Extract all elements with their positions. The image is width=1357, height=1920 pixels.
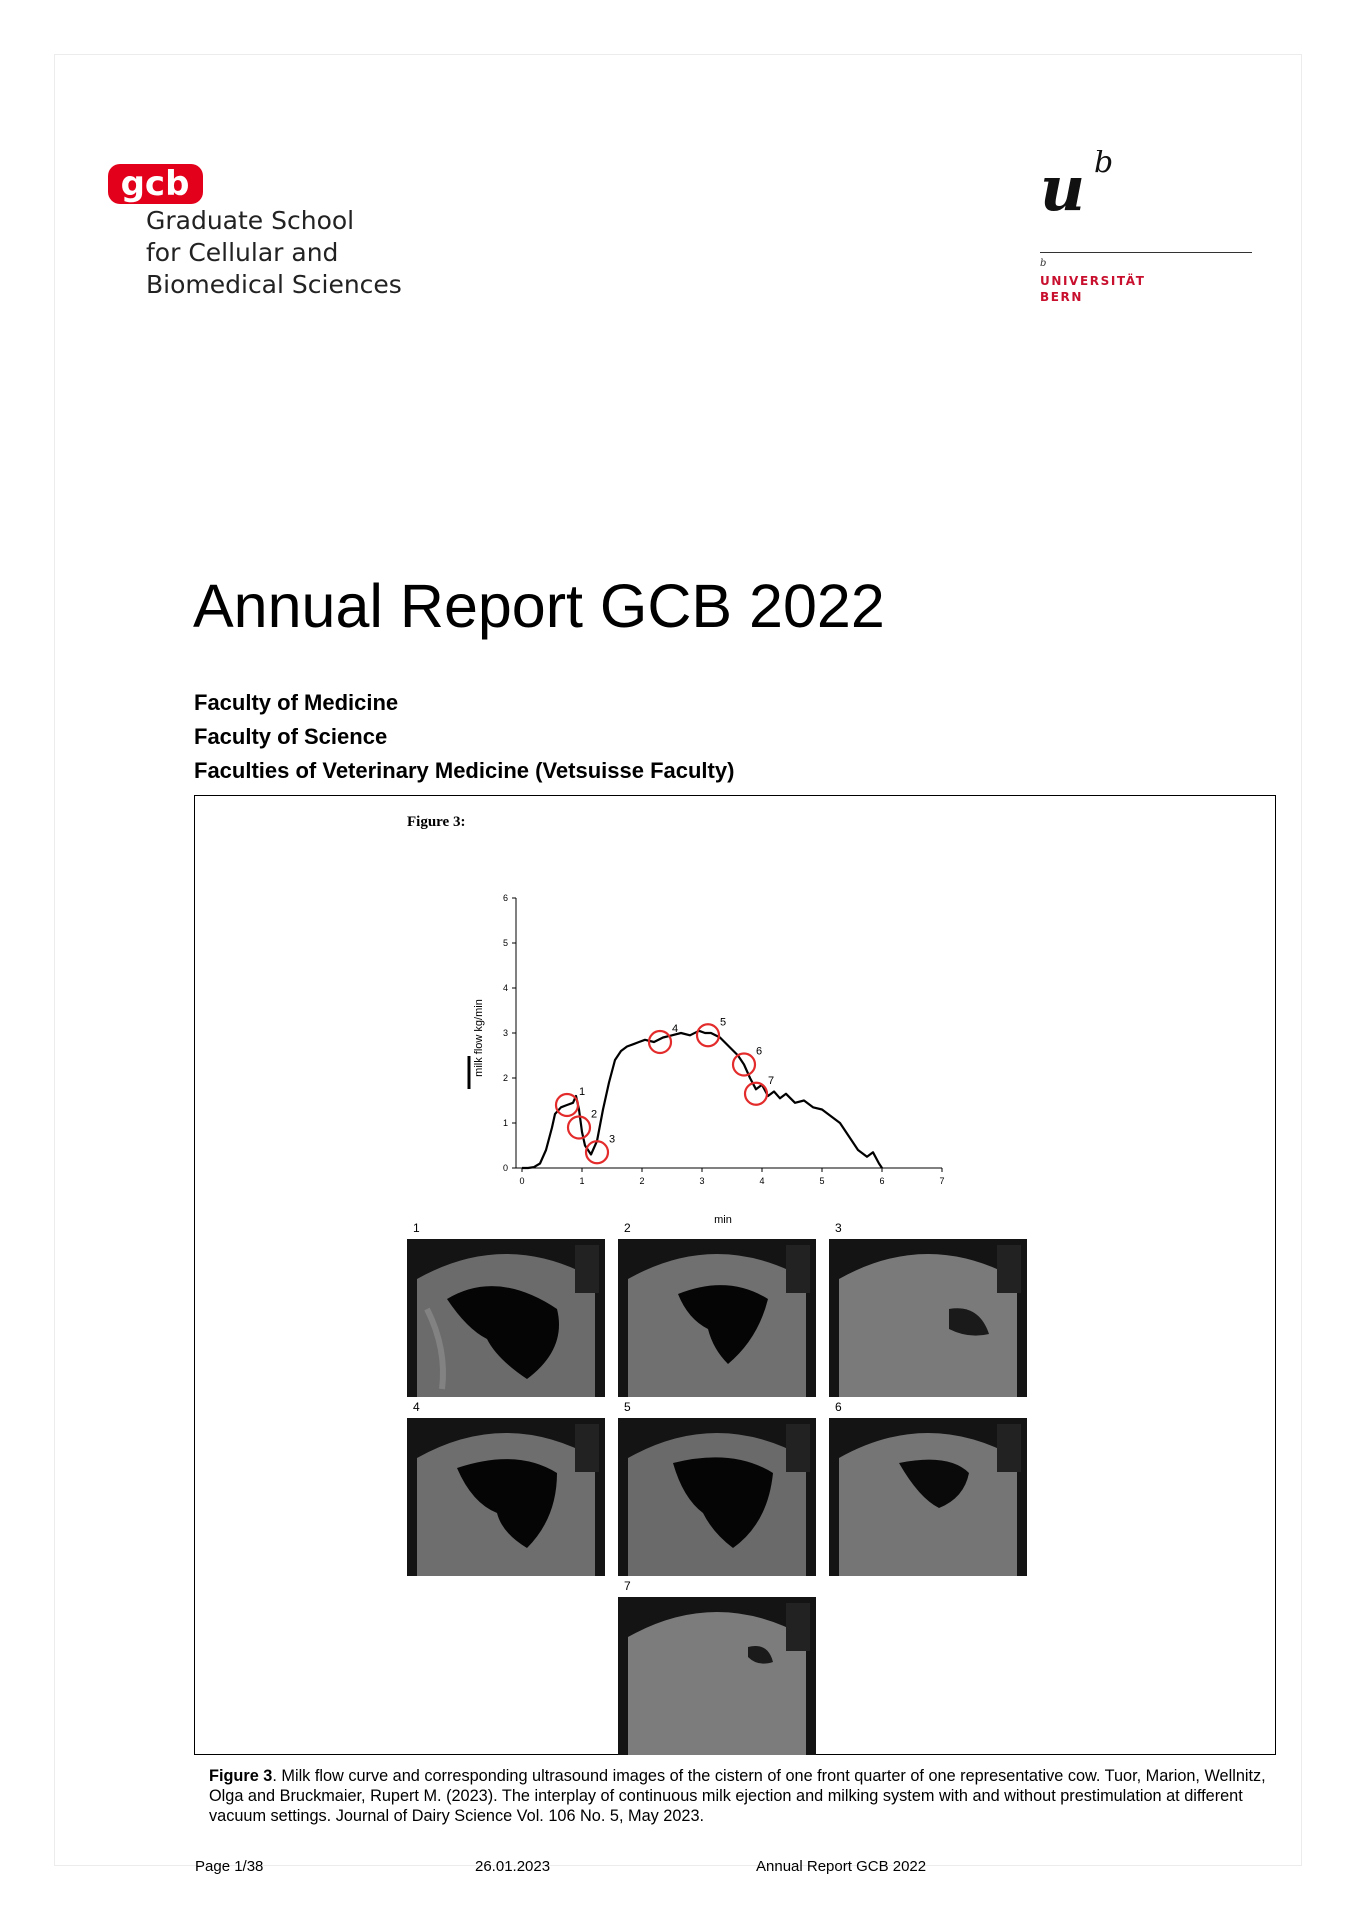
unibern-name [1040, 273, 1145, 305]
annotation-label: 2 [591, 1108, 598, 1121]
x-tick-label: 2 [639, 1176, 645, 1186]
x-tick-label: 3 [699, 1176, 705, 1186]
y-tick-label: 4 [502, 983, 508, 993]
document-title: Annual Report GCB 2022 [193, 572, 885, 640]
annotation-circle [568, 1117, 590, 1139]
y-tick-label: 3 [502, 1028, 508, 1038]
panel-number: 6 [835, 1400, 842, 1414]
y-tick-label: 6 [502, 893, 508, 903]
caption-label: Figure 3 [209, 1767, 273, 1785]
footer-title: Annual Report GCB 2022 [756, 1858, 927, 1875]
ultrasound-image [618, 1597, 816, 1755]
figure-caption [209, 1766, 1269, 1826]
panel-number: 7 [624, 1579, 631, 1593]
ultrasound-panel [618, 1221, 816, 1397]
ultrasound-image [618, 1418, 816, 1576]
annotation-circle [745, 1083, 767, 1105]
gcb-name-line-3: Biomedical Sciences [146, 270, 402, 299]
panel-number: 4 [413, 1400, 420, 1414]
panel-number: 5 [624, 1400, 631, 1414]
ultrasound-panel [829, 1400, 1027, 1576]
y-tick-label: 5 [502, 938, 508, 948]
annotation-label: 1 [579, 1086, 586, 1098]
x-tick-label: 4 [759, 1176, 765, 1186]
y-tick-label: 1 [502, 1118, 508, 1128]
x-tick-label: 7 [939, 1176, 945, 1186]
ultrasound-image [829, 1418, 1027, 1576]
x-tick-label: 6 [879, 1176, 885, 1186]
faculty-item: Faculty of Science [194, 724, 388, 749]
unibern-b: b [1094, 150, 1114, 180]
annotation-label: 7 [768, 1074, 775, 1087]
unibern-line-2: BERN [1040, 290, 1084, 304]
unibern-logo-mark [1040, 150, 1120, 220]
ultrasound-panel [407, 1400, 605, 1576]
gcb-name-line-1: Graduate School [146, 206, 355, 235]
faculty-list [194, 686, 734, 788]
panel-number: 2 [624, 1221, 631, 1235]
ultrasound-panel [618, 1400, 816, 1576]
ultrasound-image [407, 1239, 605, 1397]
footer-date: 26.01.2023 [475, 1858, 551, 1875]
x-tick-label: 5 [819, 1176, 825, 1186]
gcb-school-name [146, 205, 402, 301]
footer-page: Page 1/38 [195, 1858, 264, 1875]
caption-text: . Milk flow curve and corresponding ultrasound images of the cistern of one front quarter of one representative cow. Tuor, Marion, Wellnitz, Olga and Bruckmaier, Rupert M. (2023). The interplay of continuous milk ejection and milking system with and without prestimulation at different vacuum settings. Journal of Dairy Science Vol. 106 No. 5, May 2023. [209, 1767, 1266, 1825]
figure-box [194, 795, 1276, 1755]
y-tick-label: 0 [502, 1163, 508, 1173]
faculty-item: Faculties of Veterinary Medicine (Vetsuisse Faculty) [194, 758, 735, 783]
unibern-rule [1040, 252, 1252, 253]
panel-number: 1 [413, 1221, 420, 1235]
gcb-logo [108, 158, 203, 208]
annotation-label: 3 [609, 1133, 616, 1146]
gcb-name-line-2: for Cellular and [146, 238, 339, 267]
unibern-u: u [1040, 152, 1086, 220]
unibern-line-1: UNIVERSITÄT [1040, 274, 1146, 288]
annotation-label: 5 [720, 1016, 727, 1029]
y-axis-label: milk flow kg/min [473, 999, 485, 1077]
annotation-label: 6 [756, 1045, 763, 1058]
ultrasound-panel [618, 1579, 816, 1755]
ultrasound-image [618, 1239, 816, 1397]
ultrasound-image [407, 1418, 605, 1576]
panel-number: 3 [835, 1221, 842, 1235]
milk-flow-chart [407, 856, 1027, 1256]
x-axis-label: min [714, 1214, 732, 1226]
x-tick-label: 0 [519, 1176, 525, 1186]
y-tick-label: 2 [502, 1073, 508, 1083]
gcb-logo-text: gcb [120, 164, 190, 204]
figure-label: Figure 3: [407, 814, 466, 830]
x-tick-label: 1 [579, 1176, 585, 1186]
unibern-small-b: b [1040, 258, 1047, 269]
ultrasound-image [829, 1239, 1027, 1397]
faculty-item: Faculty of Medicine [194, 690, 399, 715]
ultrasound-panel [829, 1221, 1027, 1397]
annotation-label: 4 [672, 1023, 679, 1035]
ultrasound-panel [407, 1221, 605, 1397]
